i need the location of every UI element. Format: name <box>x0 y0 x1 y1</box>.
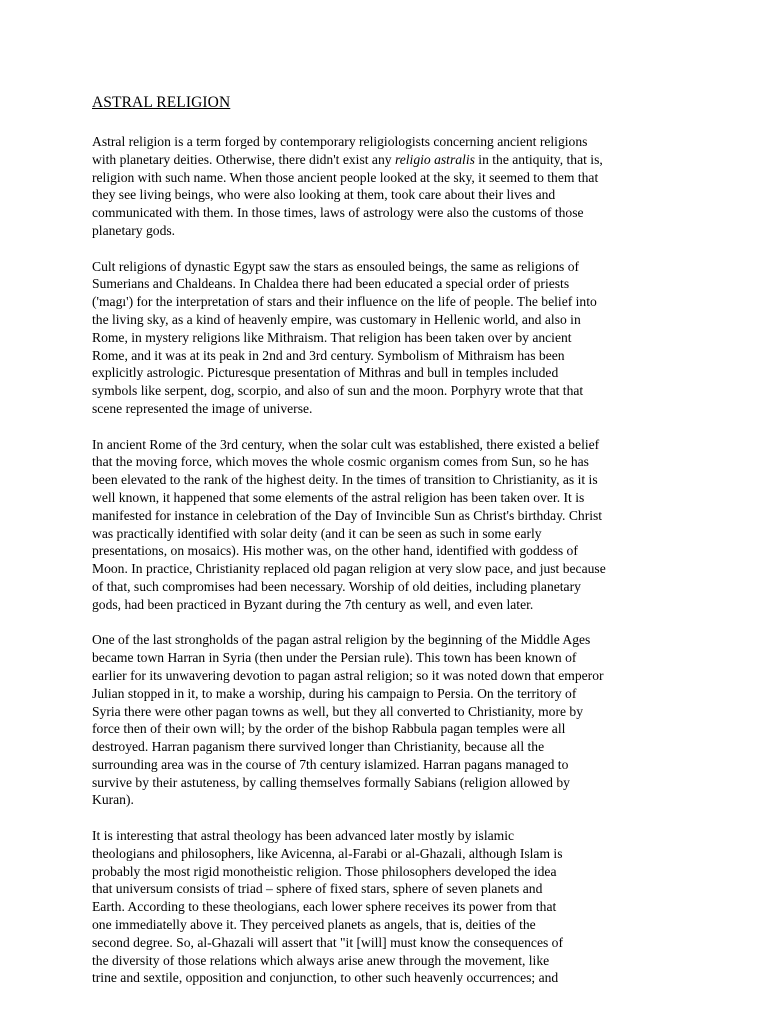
paragraph <box>92 133 692 240</box>
text-line <box>92 507 692 525</box>
text-run: survive by their astuteness, by calling themselves formally Sabians (religion allowed by <box>92 774 570 790</box>
document-body <box>92 133 692 987</box>
text-line <box>92 685 692 703</box>
text-run: communicated with them. In those times, laws of astrology were also the customs of those <box>92 205 584 221</box>
text-line <box>92 222 692 240</box>
text-run: earlier for its unwavering devotion to pagan astral religion; so it was noted down that emperor <box>92 667 604 683</box>
text-run: scene represented the image of universe. <box>92 400 313 416</box>
text-line <box>92 293 692 311</box>
italic-text: religio astralis <box>394 151 475 167</box>
paragraph <box>92 827 692 987</box>
text-run: with planetary deities. Otherwise, there didn't exist any <box>92 151 395 167</box>
text-run: religion with such name. When those ancient people looked at the sky, it seemed to them that <box>92 169 599 185</box>
text-run: Julian stopped in it, to make a worship, during his campaign to Persia. On the territory of <box>92 685 577 701</box>
text-run: symbols like serpent, dog, scorpio, and also of sun and the moon. Porphyry wrote that that <box>92 383 584 399</box>
text-run: the living sky, as a kind of heavenly empire, was customary in Hellenic world, and also in <box>92 311 581 327</box>
text-line <box>92 151 692 169</box>
text-line <box>92 400 692 418</box>
text-run: presentations, on mosaics). His mother was, on the other hand, identified with goddess of <box>92 543 578 559</box>
text-line <box>92 329 692 347</box>
document-page <box>92 94 692 1005</box>
text-line <box>92 186 692 204</box>
text-line <box>92 542 692 560</box>
text-run: that universum consists of triad – sphere of fixed stars, sphere of seven planets and <box>92 881 543 897</box>
text-line <box>92 631 692 649</box>
text-line <box>92 471 692 489</box>
text-run: second degree. So, al-Ghazali will assert that "it [will] must know the consequences of <box>92 934 564 950</box>
text-line <box>92 827 692 845</box>
text-line <box>92 347 692 365</box>
text-line <box>92 703 692 721</box>
text-line <box>92 560 692 578</box>
text-run: manifested for instance in celebration of the Day of Invincible Sun as Christ's birthday. Christ <box>92 507 603 523</box>
text-line <box>92 596 692 614</box>
text-line <box>92 952 692 970</box>
text-run: probably the most rigid monotheistic religion. Those philosophers developed the idea <box>92 863 557 879</box>
text-run: planetary gods. <box>92 222 176 238</box>
text-run: Moon. In practice, Christianity replaced old pagan religion at very slow pace, and just because <box>92 561 606 577</box>
text-line <box>92 898 692 916</box>
paragraph <box>92 631 692 809</box>
text-line <box>92 720 692 738</box>
text-run: one immediatelly above it. They perceived planets as angels, that is, deities of the <box>92 917 536 933</box>
text-line <box>92 258 692 276</box>
text-line <box>92 169 692 187</box>
text-run: explicitly astrologic. Picturesque presentation of Mithras and bull in temples included <box>92 365 559 381</box>
text-run: One of the last strongholds of the pagan astral religion by the beginning of the Middle Ages <box>92 632 591 648</box>
text-run: It is interesting that astral theology has been advanced later mostly by islamic <box>92 828 515 844</box>
text-line <box>92 649 692 667</box>
text-line <box>92 791 692 809</box>
text-run: ('magı') for the interpretation of stars and their influence on the life of people. The belief into <box>92 294 597 310</box>
text-run: Astral religion is a term forged by contemporary religiologists concerning ancient religions <box>92 134 588 149</box>
text-run: in the antiquity, that is, <box>474 151 603 167</box>
text-run: Earth. According to these theologians, each lower sphere receives its power from that <box>92 899 557 915</box>
text-line <box>92 667 692 685</box>
document-title: ASTRAL RELIGION <box>92 94 231 111</box>
text-run: Rome, in mystery religions like Mithraism. That religion has been taken over by ancient <box>92 329 572 345</box>
text-line <box>92 738 692 756</box>
paragraph <box>92 258 692 418</box>
text-run: Sumerians and Chaldeans. In Chaldea there had been educated a special order of priests <box>92 276 570 292</box>
text-run: Rome, and it was at its peak in 2nd and 3rd century. Symbolism of Mithraism has been <box>92 347 565 363</box>
text-line <box>92 969 692 987</box>
text-run: gods, had been practiced in Byzant during the 7th century as well, and even later. <box>92 596 534 612</box>
text-line <box>92 382 692 400</box>
text-line <box>92 364 692 382</box>
text-run: been elevated to the rank of the highest deity. In the times of transition to Christianity, as it is <box>92 472 598 488</box>
text-run: surrounding area was in the course of 7th century islamized. Harran pagans managed to <box>92 756 569 772</box>
text-run: became town Harran in Syria (then under the Persian rule). This town has been known of <box>92 650 577 666</box>
text-line <box>92 880 692 898</box>
text-line <box>92 204 692 222</box>
text-run: force then of their own will; by the order of the bishop Rabbula pagan temples were all <box>92 721 566 737</box>
text-line <box>92 133 692 151</box>
text-line <box>92 489 692 507</box>
text-line <box>92 578 692 596</box>
text-line <box>92 934 692 952</box>
text-run: destroyed. Harran paganism there survived longer than Christianity, because all the <box>92 739 545 755</box>
text-line <box>92 453 692 471</box>
text-run: In ancient Rome of the 3rd century, when the solar cult was established, there existed a belief <box>92 436 600 452</box>
text-run: they see living beings, who were also looking at them, took care about their lives and <box>92 187 556 203</box>
text-line <box>92 756 692 774</box>
text-run: Syria there were other pagan towns as well, but they all converted to Christianity, more by <box>92 703 584 719</box>
text-line <box>92 275 692 293</box>
text-line <box>92 436 692 454</box>
text-run: theologians and philosophers, like Avicenna, al-Farabi or al-Ghazali, although Islam is <box>92 845 563 861</box>
text-run: trine and sextile, opposition and conjunction, to other such heavenly occurrences; and <box>92 970 559 986</box>
text-line <box>92 863 692 881</box>
text-run: was practically identified with solar deity (and it can be seen as such in some early <box>92 525 542 541</box>
text-line <box>92 311 692 329</box>
text-run: that the moving force, which moves the whole cosmic organism comes from Sun, so he has <box>92 454 589 470</box>
text-run: well known, it happened that some elements of the astral religion has been taken over. It is <box>92 489 585 505</box>
text-line <box>92 845 692 863</box>
text-run: Cult religions of dynastic Egypt saw the stars as ensouled beings, the same as religions of <box>92 258 580 274</box>
text-line <box>92 525 692 543</box>
text-run: of that, such compromises had been necessary. Worship of old deities, including planetary <box>92 578 581 594</box>
text-line <box>92 916 692 934</box>
text-line <box>92 774 692 792</box>
text-run: the diversity of those relations which always arise anew through the movement, like <box>92 952 550 968</box>
text-run: Kuran). <box>92 792 134 808</box>
paragraph <box>92 436 692 614</box>
